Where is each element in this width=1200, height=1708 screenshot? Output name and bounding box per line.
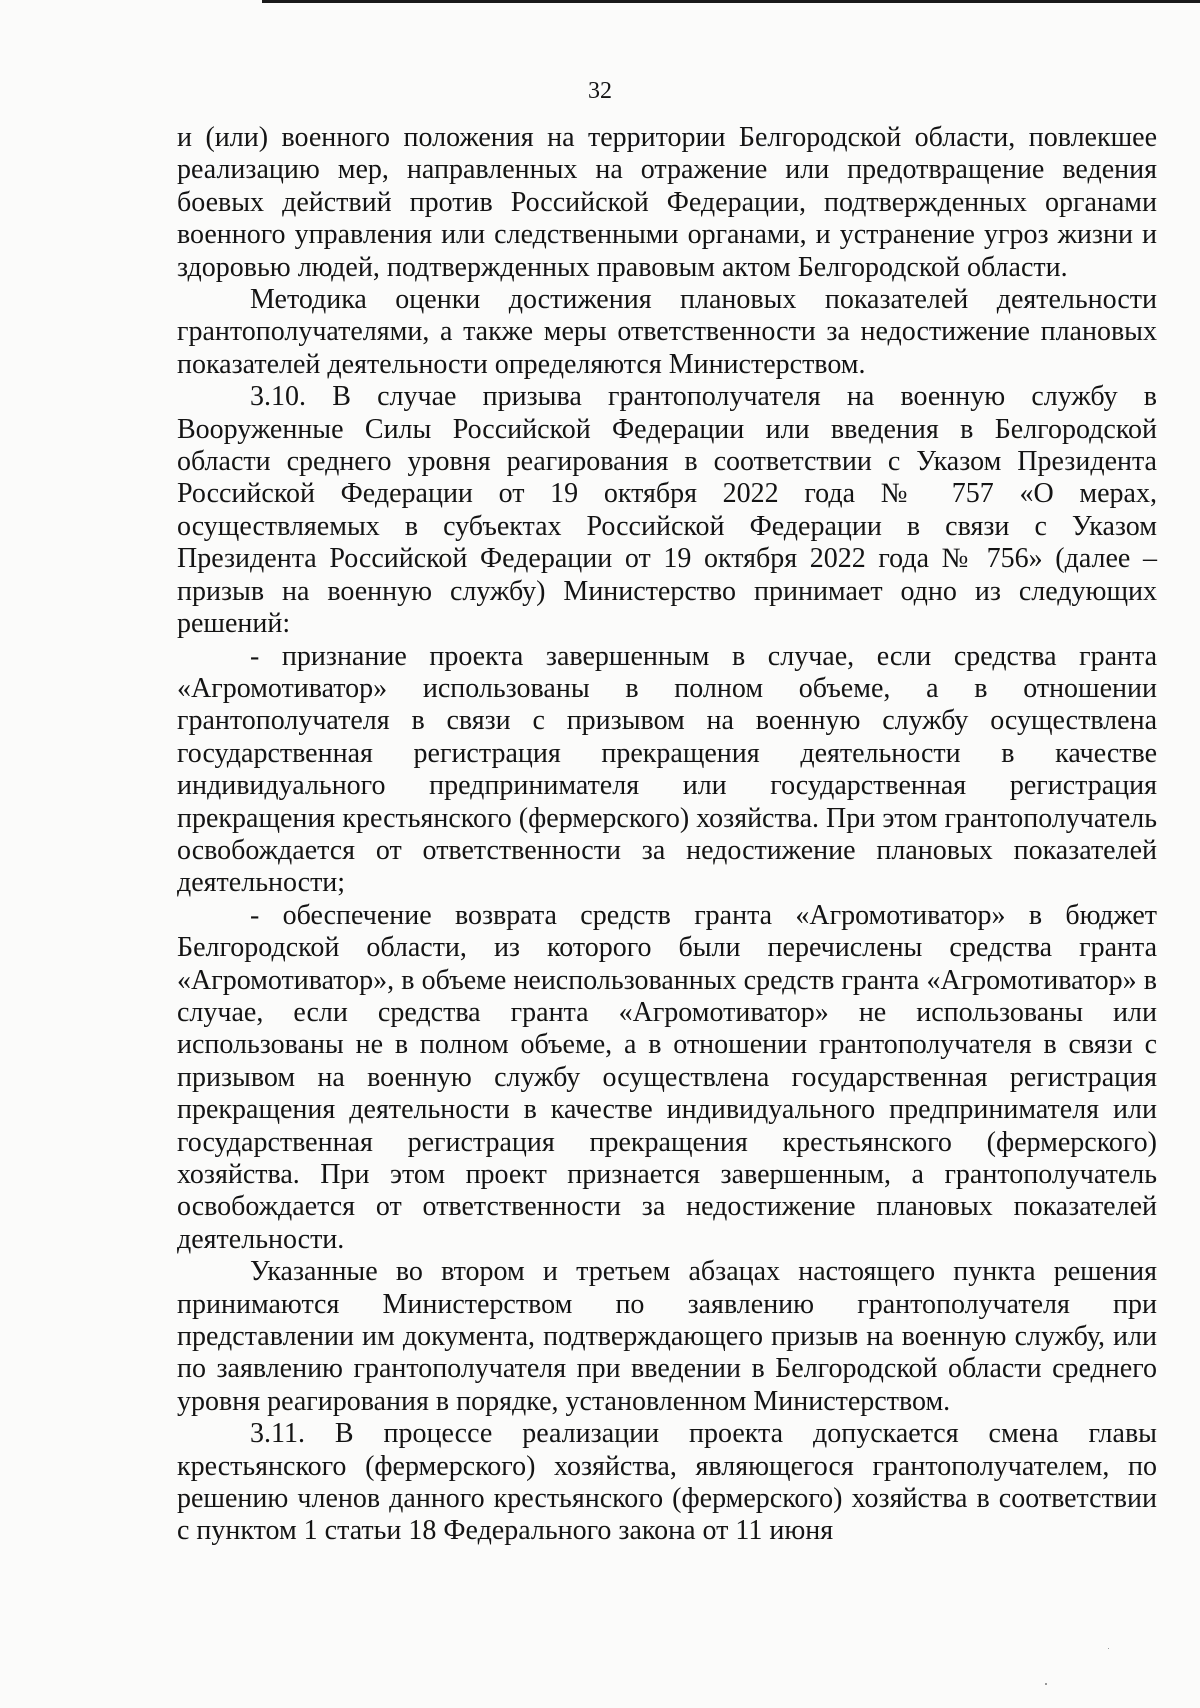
paragraph-assessment-methodology: Методика оценки достижения плановых показателей деятельности грантополучателями, а также меры ответственности за недостижение плановых показателей деятельности определяются Министерством. [177,284,1157,380]
paragraph-grant-return-item: - обеспечение возврата средств гранта «Агромотиватор» в бюджет Белгородской области, из которого были перечислены средства гранта «Агромотиватор», в объеме неиспользованных средств гранта «Агромотиватор» в случае, если средства гранта «Агромотиватор» не использованы или использованы не в полном объеме, а в отношении грантополучателя в связи с призывом на военную службу осуществлена государственная регистрация прекращения деятельности в качестве индивидуального предпринимателя или государственная регистрация прекращения крестьянского (фермерского) хозяйства. При этом проект признается завершенным, а грантополучатель освобождается от ответственности за недостижение плановых показателей деятельности. [177,899,1157,1255]
paragraph-clause-3-11: 3.11. В процессе реализации проекта допускается смена главы крестьянского (фермерского) хозяйства, являющегося грантополучателем, по решению членов данного крестьянского (фермерского) хозяйства в соответствии с пунктом 1 статьи 18 Федерального закона от 11 июня [177,1418,1157,1547]
page-number: 32 [588,78,612,104]
document-body [177,122,1157,1548]
paragraph-martial-law-continuation: и (или) военного положения на территории Белгородской области, повлекшее реализацию мер, направленных на отражение или предотвращение ведения боевых действий против Российской Федерации, подтвержденных органами военного управления или следственными органами, и устранение угроз жизни и здоровью людей, подтвержденных правовым актом Белгородской области. [177,122,1157,283]
scan-speck [1045,1683,1047,1685]
paragraph-project-completed-item: - признание проекта завершенным в случае, если средства гранта «Агромотиватор» использованы в полном объеме, а в отношении грантополучателя в связи с призывом на военную службу осуществлена государственная регистрация прекращения деятельности в качестве индивидуального предпринимателя или государственная регистрация прекращения крестьянского (фермерского) хозяйства. При этом грантополучатель освобождается от ответственности за недостижение плановых показателей деятельности; [177,640,1157,899]
scan-speck [1108,1648,1109,1649]
page-top-border [262,0,1200,3]
paragraph-clause-3-10: 3.10. В случае призыва грантополучателя на военную службу в Вооруженные Силы Российской Федерации или введения в Белгородской области среднего уровня реагирования в соответствии с Указом Президента Российской Федерации от 19 октября 2022 года № 757 «О мерах, осуществляемых в субъектах Российской Федерации в связи с Указом Президента Российской Федерации от 19 октября 2022 года № 756» (далее – призыв на военную службу) Министерство принимает одно из следующих решений: [177,381,1157,640]
paragraph-decisions-procedure: Указанные во втором и третьем абзацах настоящего пункта решения принимаются Министерством по заявлению грантополучателя при представлении им документа, подтверждающего призыв на военную службу, или по заявлению грантополучателя при введении в Белгородской области среднего уровня реагирования в порядке, установленном Министерством. [177,1256,1157,1417]
